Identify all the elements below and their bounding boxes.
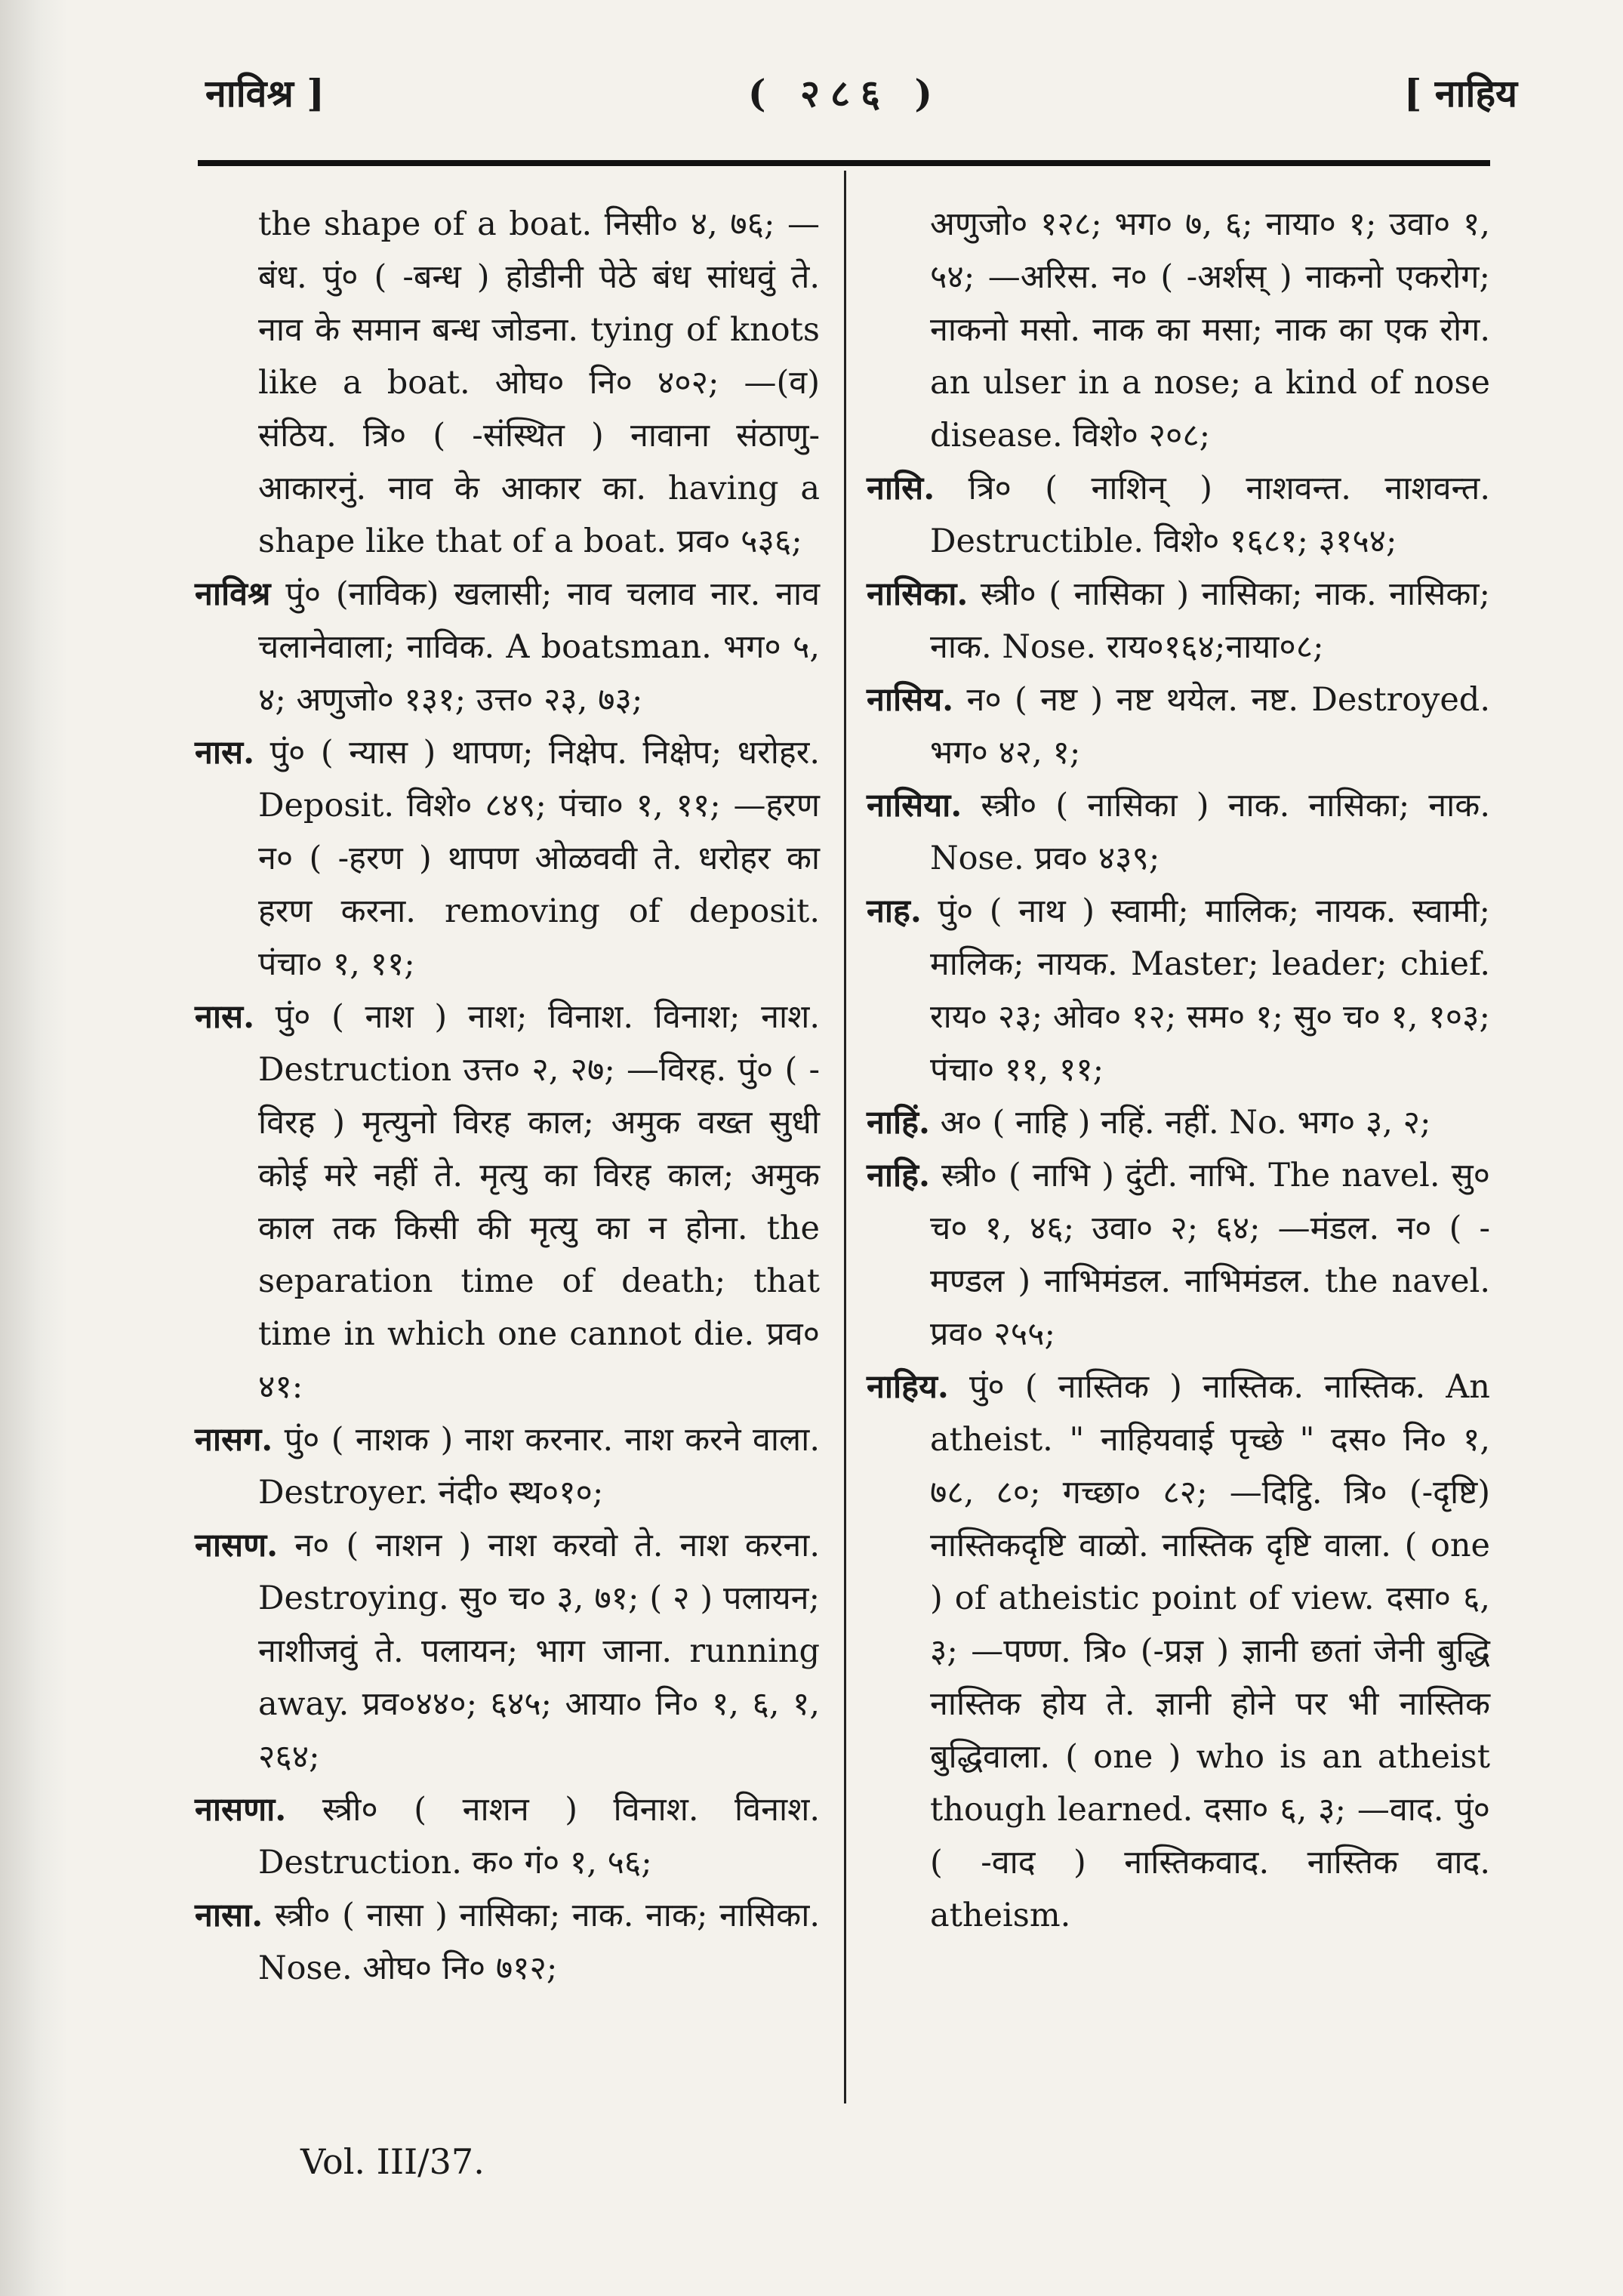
entry-headword: नासा. xyxy=(195,1897,263,1934)
entry-text: पुं० (नाविक) खलासी; नाव चलाव नार. नाव चलानेवाला; नाविक. A boatsman. भग० ५, ४; अणुजो० १३१; उत्त० २३, ७३; xyxy=(258,575,820,719)
page-number: ( २८६ ) xyxy=(747,71,944,116)
entry-text: स्त्री० ( नासिका ) नाक. नासिका; नाक. Nose. प्रव० ४३९; xyxy=(930,787,1490,877)
dictionary-entry xyxy=(195,198,820,568)
entry-headword: नासिया. xyxy=(867,787,962,824)
running-head-left: नाविश्र ] xyxy=(205,71,325,116)
dictionary-entry xyxy=(867,779,1490,885)
dictionary-entry xyxy=(195,726,820,991)
entry-text: पुं० ( नाश ) नाश; विनाश. विनाश; नाश. Destruction उत्त० २, २७; —विरह. पुं० ( -विरह ) मृत्युनो विरह काल; अमुक वख्त सुधी कोई मरे नहीं ते. मृत्यु का विरह काल; अमुक काल तक किसी की मृत्यु का न होना. the separation time of death; that time in which one cannot die. प्रव० ४१: xyxy=(258,998,820,1406)
running-head-right: [ नाहिय xyxy=(1403,71,1517,116)
entry-text: अणुजो० १२८; भग० ७, ६; नाया० १; उवा० १, ५४; —अरिस. न० ( -अर्शस् ) नाकनो एकरोग; नाकनो मसो. नाक का मसा; नाक का एक रोग. an ulser in a nose; a kind of nose disease. विशे० २०८; xyxy=(930,205,1490,455)
entry-headword: नाहिय. xyxy=(867,1368,949,1406)
dictionary-entry xyxy=(867,1149,1490,1361)
entry-text: पुं० ( नाथ ) स्वामी; मालिक; नायक. स्वामी; मालिक; नायक. Master; leader; chief. राय० २३; ओव० १२; सम० १; सु० च० १, १०३; पंचा० ११, ११; xyxy=(930,892,1490,1089)
entry-text: स्त्री० ( नाशन ) विनाश. विनाश. Destruction. क० गं० १, ५६; xyxy=(258,1791,820,1881)
dictionary-entry xyxy=(867,568,1490,673)
dictionary-entry xyxy=(195,1889,820,1995)
entry-text: अ० ( नाहि ) नहिं. नहीं. No. भग० ३, २; xyxy=(940,1104,1431,1142)
dictionary-entry xyxy=(195,1783,820,1889)
entry-headword: नाविश्र xyxy=(195,575,271,613)
entry-text: न० ( नाशन ) नाश करवो ते. नाश करना. Destroying. सु० च० ३, ७१; ( २ ) पलायन; नाशीजवुं ते. पलायन; भाग जाना. running away. प्रव०४४०; ६४५; आया० नि० १, ६, १, २६४; xyxy=(258,1527,820,1776)
entry-text: न० ( नष्ट ) नष्ट थयेल. नष्ट. Destroyed. भग० ४२, १; xyxy=(930,681,1490,772)
entry-text: पुं० ( न्यास ) थापण; निक्षेप. निक्षेप; धरोहर. Deposit. विशे० ८४९; पंचा० १, ११; —हरण न० ( -हरण ) थापण ओळववी ते. धरोहर का हरण करना. removing of deposit. पंचा० १, ११; xyxy=(258,734,820,983)
entry-headword: नाह. xyxy=(867,892,922,930)
entry-headword: नाहि. xyxy=(867,1157,930,1194)
dictionary-entry xyxy=(867,198,1490,462)
dictionary-entry xyxy=(195,991,820,1413)
dictionary-entry xyxy=(867,1361,1490,1942)
entry-text: पुं० ( नाशक ) नाश करनार. नाश करने वाला. Destroyer. नंदी० स्थ०१०; xyxy=(258,1421,820,1512)
dictionary-entry xyxy=(867,462,1490,568)
entry-text: स्त्री० ( नासा ) नासिका; नाक. नाक; नासिका. Nose. ओघ० नि० ७१२; xyxy=(258,1897,820,1987)
column-divider xyxy=(844,171,846,2103)
dictionary-entry xyxy=(867,673,1490,779)
left-column xyxy=(195,198,820,1995)
volume-footer: Vol. III/37. xyxy=(300,2141,485,2182)
dictionary-entry xyxy=(867,885,1490,1096)
entry-text: स्त्री० ( नासिका ) नासिका; नाक. नासिका; नाक. Nose. राय०१६४;नाया०८; xyxy=(930,575,1490,666)
entry-text: पुं० ( नास्तिक ) नास्तिक. नास्तिक. An atheist. " नाहियवाई पृच्छे " दस० नि० १, ७८, ८०; गच्छा० ८२; —दिट्ठि. त्रि० (-दृष्टि) नास्तिकदृष्टि वाळो. नास्तिक दृष्टि वाला. ( one ) of atheistic point of view. दसा० ६, ३; —पण्ण. त्रि० (-प्रज्ञ ) ज्ञानी छतां जेनी बुद्धि नास्तिक होय ते. ज्ञानी होने पर भी नास्तिक बुद्धिवाला. ( one ) who is an atheist though learned. दसा० ६, ३; —वाद. पुं० ( -वाद ) नास्तिकवाद. नास्तिक वाद. atheism. xyxy=(930,1368,1490,1934)
entry-headword: नाहिं. xyxy=(867,1104,930,1142)
dictionary-entry xyxy=(195,568,820,726)
entry-headword: नास. xyxy=(195,734,255,772)
entry-headword: नासिय. xyxy=(867,681,954,719)
dictionary-entry xyxy=(867,1096,1490,1149)
dictionary-entry xyxy=(195,1519,820,1783)
entry-text: the shape of a boat. निसी० ४, ७६; —बंध. पुं० ( -बन्ध ) होडीनी पेठे बंध सांधवुं ते. नाव के समान बन्ध जोडना. tying of knots like a boat. ओघ० नि० ४०२; —(व) संठिय. त्रि० ( -संस्थित ) नावाना संठाणु-आकारनुं. नाव के आकार का. having a shape like that of a boat. प्रव० ५३६; xyxy=(258,205,820,560)
entry-text: त्रि० ( नाशिन् ) नाशवन्त. नाशवन्त. Destructible. विशे० १६८१; ३१५४; xyxy=(930,470,1490,560)
entry-headword: नासिका. xyxy=(867,575,969,613)
right-column xyxy=(867,198,1490,1942)
entry-headword: नासि. xyxy=(867,470,935,507)
scan-edge xyxy=(0,0,68,2296)
entry-text: स्त्री० ( नाभि ) दुंटी. नाभि. The navel. सु० च० १, ४६; उवा० २; ६४; —मंडल. न० ( -मण्डल ) नाभिमंडल. नाभिमंडल. the navel. प्रव० २५५; xyxy=(930,1157,1490,1353)
entry-headword: नासण. xyxy=(195,1527,279,1564)
dictionary-entry xyxy=(195,1413,820,1519)
entry-headword: नासणा. xyxy=(195,1791,287,1829)
header-rule xyxy=(198,160,1490,166)
entry-headword: नास. xyxy=(195,998,255,1036)
entry-headword: नासग. xyxy=(195,1421,273,1459)
